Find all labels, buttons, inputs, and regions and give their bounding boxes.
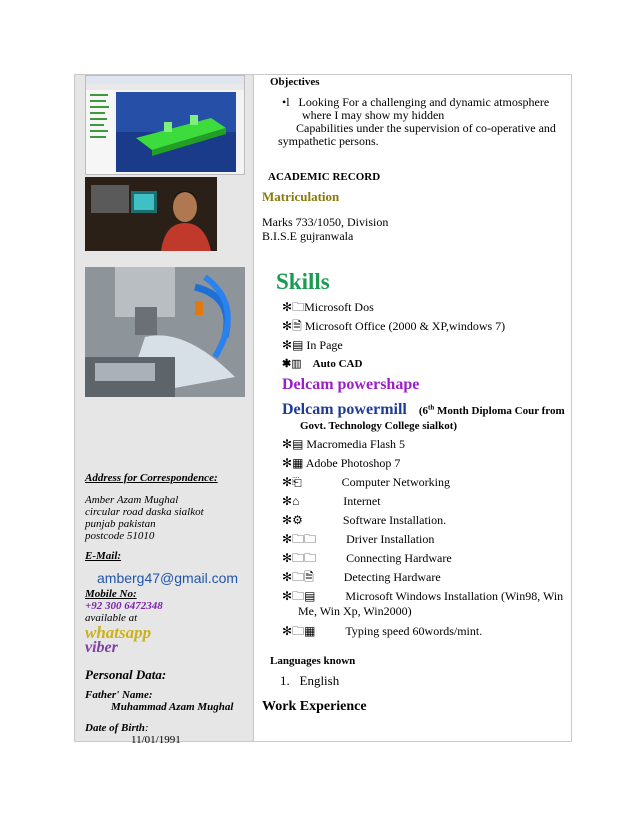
mobile-heading: Mobile No: — [85, 588, 137, 600]
languages-heading: Languages known — [270, 655, 356, 667]
skill-powershape: Delcam powershape — [282, 376, 420, 393]
folder-icon: 🗀▤ — [292, 589, 316, 603]
page-icon: ▦ — [292, 456, 304, 470]
whatsapp-text: whatsapp — [85, 623, 152, 642]
address-heading: Address for Correspondence: — [85, 472, 218, 484]
address-line: Amber Azam Mughal — [85, 494, 179, 506]
cnc-machine-photo — [85, 267, 245, 397]
network-icon: ⎗ — [292, 475, 302, 489]
powermill-note-line2: Govt. Technology College sialkot) — [300, 420, 458, 432]
install-icon: ⚙ — [292, 513, 303, 527]
page-icon: ▤ — [292, 437, 304, 451]
skill-item: ✻🗀▤ Microsoft Windows Installation (Win98, Win Me, Win Xp, Win2000) — [282, 589, 564, 618]
matriculation-heading: Matriculation — [262, 189, 340, 204]
folder-icon: 🗀🗎 — [292, 570, 314, 584]
folder-icon: 🗀 — [292, 300, 305, 314]
skill-item: ✱▥ Auto CAD — [282, 358, 363, 370]
language-item: 1. English — [280, 673, 340, 688]
mouse-icon: ⌂ — [292, 494, 300, 508]
available-at-text: available at — [85, 612, 138, 624]
resume-page — [74, 74, 572, 746]
skill-item: ✻🗀Microsoft Dos — [282, 300, 374, 314]
objective-text — [278, 95, 582, 148]
dob-colon: : — [144, 722, 149, 734]
skill-item: ✻🗀🗀 Connecting Hardware — [282, 551, 452, 565]
father-name-label: Father' Name: — [85, 689, 153, 701]
page-icon: ▥ — [291, 358, 302, 370]
skill-item: ✻🗀🗎 Detecting Hardware — [282, 570, 441, 584]
mobile-number: +92 300 6472348 — [85, 600, 163, 612]
dob-label-row — [85, 722, 149, 734]
email-link[interactable]: amberg47@gmail.com — [97, 570, 239, 586]
address-line: punjab pakistan — [85, 518, 156, 530]
skills-heading: Skills — [276, 269, 330, 294]
address-block — [85, 494, 253, 542]
bullet-icon: •l — [282, 95, 290, 109]
viber-text: viber — [85, 639, 118, 656]
objective-line: Capabilities under the supervision of co-operative and — [296, 121, 556, 135]
skill-item: ✻🗎 Microsoft Office (2000 & XP,windows 7) — [282, 319, 506, 333]
objectives-heading: Objectives — [270, 76, 320, 88]
address-line: postcode 51010 — [85, 530, 155, 542]
skill-item: ✻⚙ Software Installation. — [282, 513, 447, 527]
skills-list-2 — [282, 435, 572, 641]
dob-label: Date of Birth — [85, 722, 145, 734]
skills-list — [282, 298, 572, 374]
skill-item: ✻▤ Macromedia Flash 5 — [282, 437, 406, 451]
personal-data-heading: Personal Data: — [85, 667, 167, 682]
objective-line: sympathetic persons. — [278, 134, 379, 148]
date-of-birth: 11/01/1991 — [131, 734, 181, 746]
cad-software-photo — [85, 75, 245, 175]
document-icon: 🗎 — [292, 319, 302, 333]
page-icon: ▤ — [292, 338, 304, 352]
skill-powermill: Delcam powermill — [282, 401, 407, 418]
father-name: Muhammad Azam Mughal — [111, 701, 234, 713]
left-sidebar — [75, 75, 254, 746]
skill-item: ✻▦ Adobe Photoshop 7 — [282, 456, 401, 470]
folder-icon: 🗀🗀 — [292, 532, 317, 546]
objective-line: Looking For a challenging and dynamic atmosphere — [298, 95, 550, 109]
objective-line: where I may show my hidden — [302, 108, 445, 122]
academic-record-heading: ACADEMIC RECORD — [268, 171, 381, 183]
folder-icon: 🗀▦ — [292, 624, 316, 638]
marks-text: Marks 733/1050, Division — [262, 215, 389, 229]
skill-item: ✻▤ In Page — [282, 338, 343, 352]
board-text: B.I.S.E gujranwala — [262, 229, 354, 243]
skill-item: ✻⎗ Computer Networking — [282, 475, 450, 489]
main-content — [254, 75, 571, 741]
skill-item: ✻🗀▦ Typing speed 60words/mint. — [282, 624, 483, 638]
folder-icon: 🗀🗀 — [292, 551, 317, 565]
powermill-note: (6th Month Diploma Cour from — [418, 403, 565, 417]
skill-item: ✻🗀🗀 Driver Installation — [282, 532, 435, 546]
email-heading: E-Mail: — [85, 550, 122, 562]
matriculation-details — [262, 215, 388, 243]
skill-item: ✻⌂ Internet — [282, 494, 381, 508]
work-experience-heading: Work Experience — [262, 699, 367, 714]
portrait-photo — [85, 177, 217, 251]
skill-powermill-row — [282, 401, 572, 433]
address-line: circular road daska sialkot — [85, 506, 204, 518]
